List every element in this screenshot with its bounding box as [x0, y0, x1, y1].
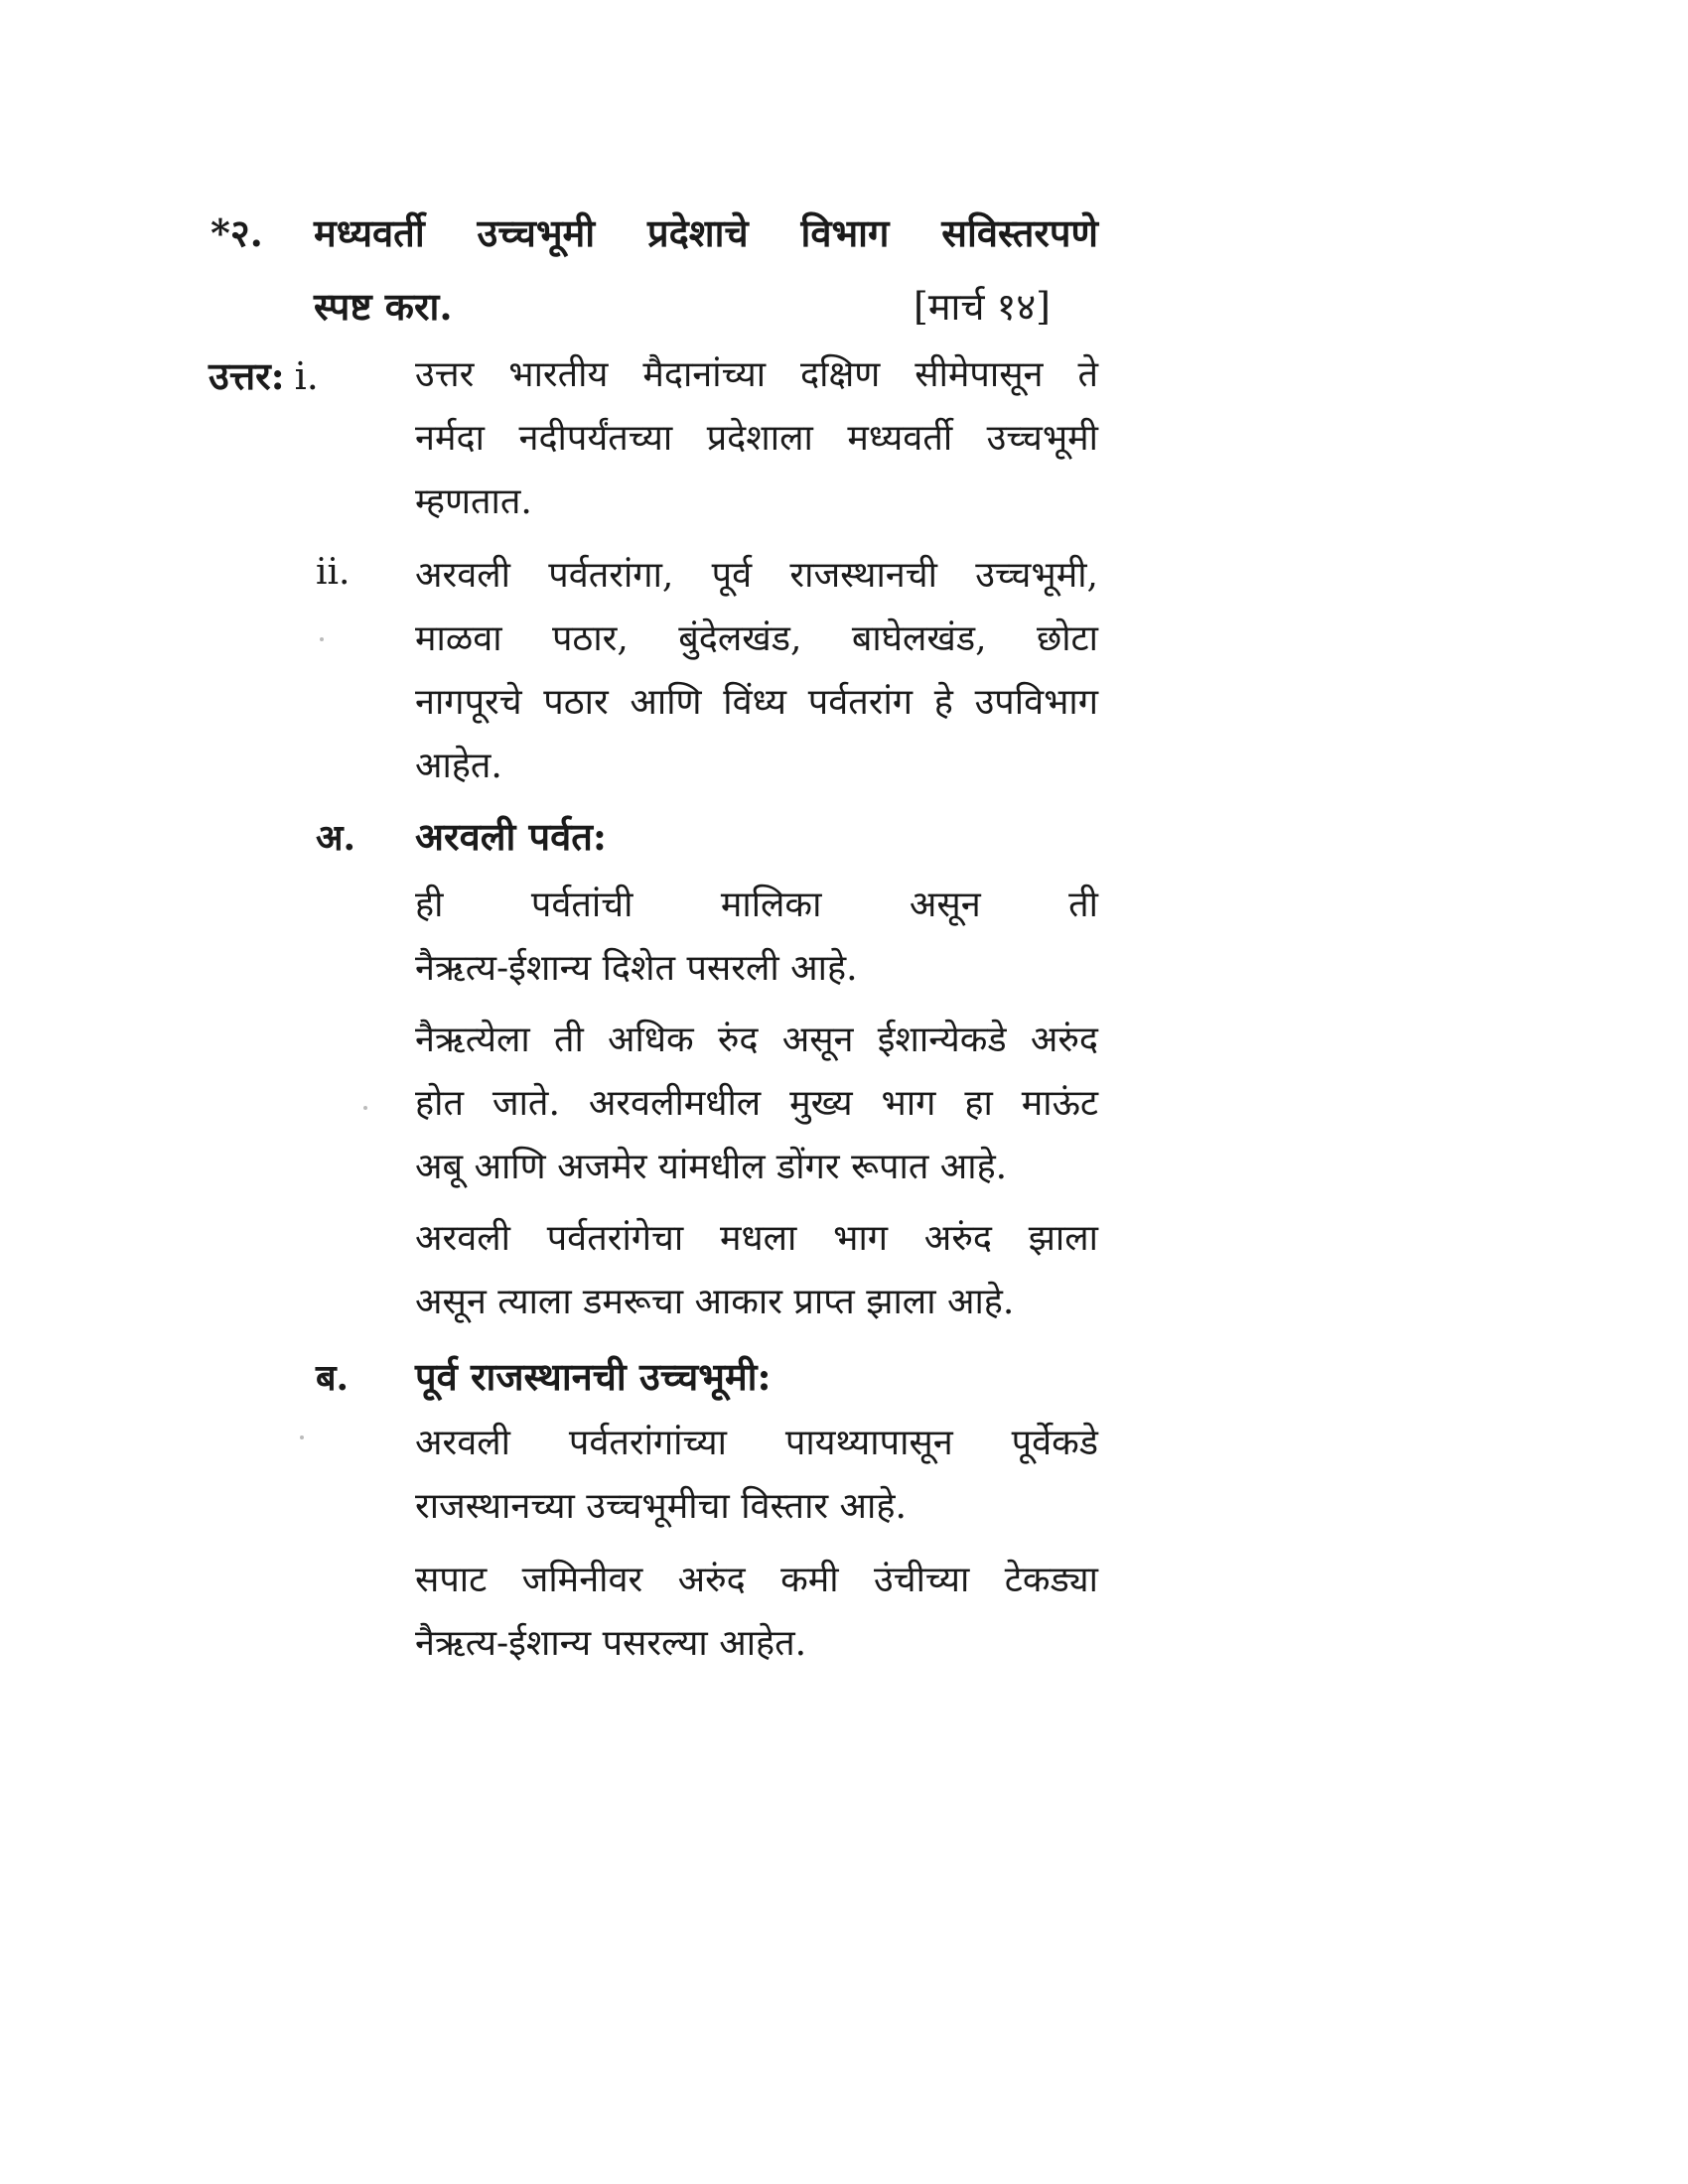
- section-heading-b: पूर्व राजस्थानची उच्चभूमी:: [415, 1354, 772, 1399]
- text-line: अरवली पर्वतरांगांच्या पायथ्यापासून पूर्वेकडे: [415, 1423, 1098, 1463]
- text-line: राजस्थानच्या उच्चभूमीचा विस्तार आहे.: [415, 1486, 907, 1527]
- question-text-line-2: स्पष्ट करा.: [314, 284, 453, 329]
- section-marker-a: अ.: [316, 817, 356, 859]
- text-line: असून त्याला डमरूचा आकार प्राप्त झाला आहे.: [415, 1282, 1015, 1322]
- text-line: सपाट जमिनीवर अरुंद कमी उंचीच्या टेकड्या: [415, 1560, 1098, 1600]
- text-line: नैऋत्य-ईशान्य पसरल्या आहेत.: [415, 1623, 807, 1664]
- section-a-paragraph-3: [415, 1207, 1098, 1334]
- text-line: माळवा पठार, बुंदेलखंड, बाघेलखंड, छोटा: [415, 618, 1098, 659]
- text-line: ही पर्वतांची मालिका असून ती: [415, 885, 1098, 925]
- text-line: होत जाते. अरवलीमधील मुख्य भाग हा माऊंट: [415, 1083, 1098, 1124]
- answer-point-i: [415, 343, 1098, 534]
- text-line: नर्मदा नदीपर्यंतच्या प्रदेशाला मध्यवर्ती उच्चभूमी: [415, 418, 1098, 459]
- question-number: *२.: [211, 210, 263, 255]
- scan-speck: [320, 637, 324, 641]
- answer-point-ii: [415, 544, 1098, 798]
- section-b-paragraph-2: [415, 1549, 1098, 1676]
- point-marker-i: i.: [294, 354, 319, 398]
- question-reference: [मार्च १४]: [914, 285, 1051, 329]
- scan-speck: [300, 1435, 304, 1439]
- text-line: नागपूरचे पठार आणि विंध्य पर्वतरांग हे उपविभाग: [415, 682, 1098, 723]
- text-line: नैऋत्य-ईशान्य दिशेत पसरली आहे.: [415, 948, 858, 989]
- section-marker-b: ब.: [316, 1357, 350, 1399]
- answer-label: [209, 349, 319, 401]
- section-a-paragraph-1: [415, 874, 1098, 1001]
- text-line: अबू आणि अजमेर यांमधील डोंगर रूपात आहे.: [415, 1147, 1008, 1187]
- text-line: आहेत.: [415, 746, 502, 786]
- scan-speck: [363, 1106, 367, 1110]
- text-line: म्हणतात.: [415, 481, 532, 522]
- question-text-line-1: मध्यवर्ती उच्चभूमी प्रदेशाचे विभाग सविस्तरपणे: [314, 210, 1098, 255]
- point-marker-ii: ii.: [316, 552, 351, 593]
- section-b-paragraph-1: [415, 1412, 1098, 1539]
- text-line: अरवली पर्वतरांगेचा मधला भाग अरुंद झाला: [415, 1218, 1098, 1259]
- text-line: नैऋत्येला ती अधिक रुंद असून ईशान्येकडे अरुंद: [415, 1020, 1098, 1060]
- text-line: उत्तर भारतीय मैदानांच्या दक्षिण सीमेपासून ते: [415, 354, 1098, 395]
- section-a-paragraph-2: [415, 1009, 1098, 1199]
- answer-label-text: उत्तर:: [209, 353, 285, 398]
- section-heading-a: अरवली पर्वत:: [415, 814, 607, 859]
- text-line: अरवली पर्वतरांगा, पूर्व राजस्थानची उच्चभूमी,: [415, 555, 1098, 596]
